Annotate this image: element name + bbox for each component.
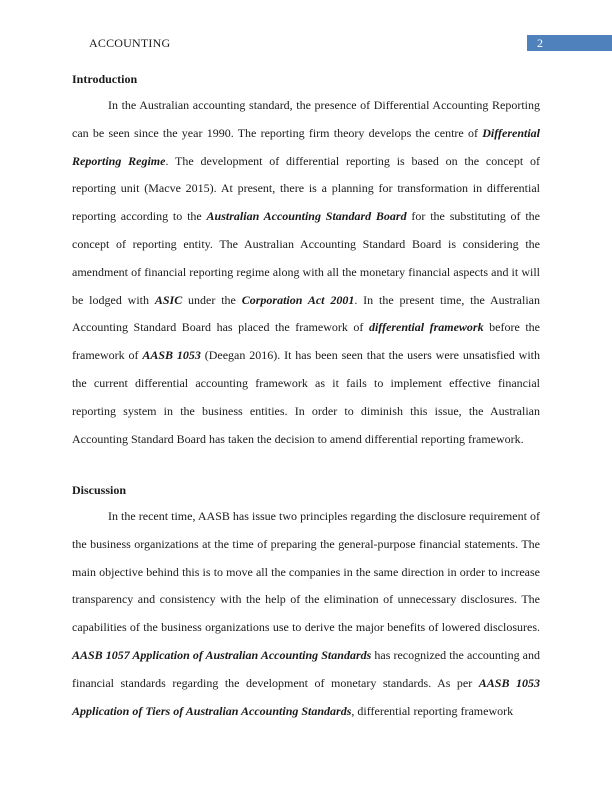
emphasized-term: AASB 1053 Application of Tiers of Australian Accounting Standards xyxy=(72,675,540,718)
body-text: , differential reporting framework xyxy=(351,703,514,718)
body-text: In the Australian accounting standard, the presence of Differential Accounting Reporting can be seen since the year 1990. The reporting firm theory develops the centre of xyxy=(72,98,540,140)
running-header-title: ACCOUNTING xyxy=(89,36,171,50)
emphasized-term: Australian Accounting Standard Board xyxy=(206,209,407,224)
body-text: In the recent time, AASB has issue two principles regarding the disclosure requirement of the business organizations at the time of preparing the general-purpose financial statements. The main objective behind this is to move all the companies in the same direction in order to increase transparency and consistency with the help of the elimination of unnecessary disclosures. The capabilities of the business organizations use to derive the major benefits of lowered disclosures. xyxy=(72,509,540,635)
discussion-paragraph xyxy=(72,503,540,725)
emphasized-term: Corporation Act 2001 xyxy=(241,292,355,307)
body-text: for the substituting of the concept of reporting entity. The Australian Accounting Standard Board is considering the amendment of financial reporting regime along with all the monetary financial aspects and it will be lodged with xyxy=(72,209,540,307)
body-text: has recognized the accounting and financial standards regarding the development of monetary standards. As per xyxy=(72,647,541,690)
emphasized-term: differential framework xyxy=(368,320,484,335)
body-text: . The development of differential reporting is based on the concept of reporting unit (Macve 2015). At present, there is a planning for transformation in differential reporting according to the xyxy=(72,153,540,224)
emphasized-term: Differential Reporting Regime xyxy=(72,125,540,168)
discussion-heading: Discussion xyxy=(72,483,127,497)
page-number: 2 xyxy=(527,35,612,51)
introduction-heading: Introduction xyxy=(72,72,138,86)
introduction-paragraph xyxy=(72,92,540,453)
body-text: before the framework of xyxy=(72,320,541,363)
emphasized-term: ASIC xyxy=(154,292,183,307)
emphasized-term: AASB 1053 xyxy=(142,348,201,363)
emphasized-term: AASB 1057 Application of Australian Accounting Standards xyxy=(72,647,372,662)
body-text: under the xyxy=(182,292,242,307)
body-text: (Deegan 2016). It has been seen that the users were unsatisfied with the current differential accounting framework as it fails to implement effective financial reporting system in the business entities. In order to diminish this issue, the Australian Accounting Standard Board has taken the decision to amend differential reporting framework. xyxy=(72,348,540,446)
body-text: . In the present time, the Australian Accounting Standard Board has placed the framework of xyxy=(72,292,541,335)
